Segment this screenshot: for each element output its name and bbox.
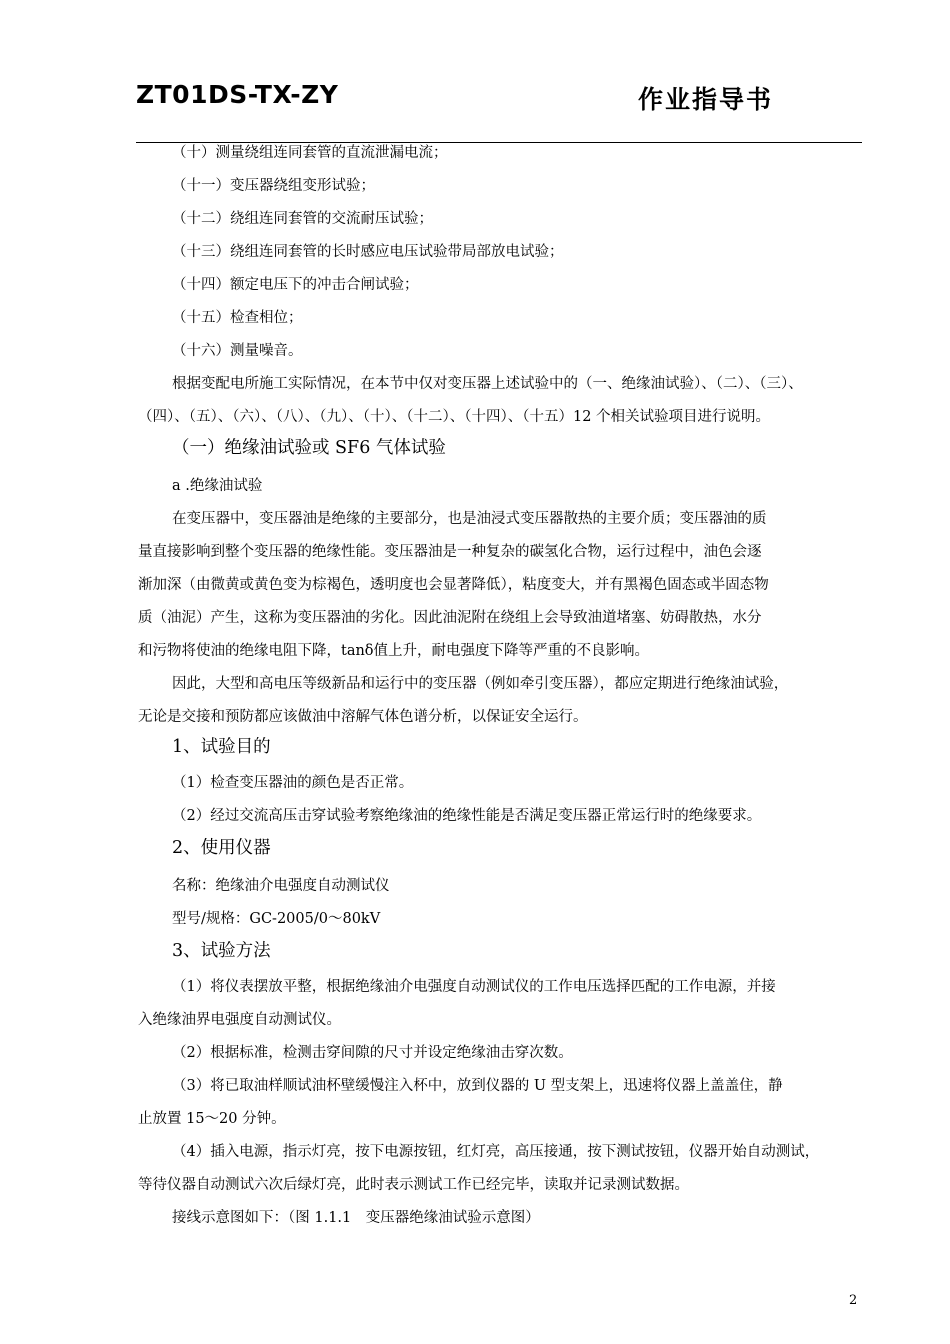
paragraph-line: 无论是交接和预防都应该做油中溶解气体色谱分析，以保证安全运行。 (138, 709, 588, 725)
wiring-diagram-note: 接线示意图如下：（图 1.1.1 变压器绝缘油试验示意图） (172, 1210, 540, 1226)
instrument-name: 名称：绝缘油介电强度自动测试仪 (172, 878, 390, 894)
paragraph-line: 和污物将使油的绝缘电阻下降，tanδ值上升，耐电强度下降等严重的不良影响。 (138, 643, 650, 659)
purpose-item: （2）经过交流高压击穿试验考察绝缘油的绝缘性能是否满足变压器正常运行时的绝缘要求。 (172, 808, 762, 824)
method-step-continued: 等待仪器自动测试六次后绿灯亮，此时表示测试工作已经完毕，读取并记录测试数据。 (138, 1177, 689, 1193)
purpose-heading: 1、试验目的 (172, 737, 271, 757)
method-step-continued: 止放置 15～20 分钟。 (138, 1111, 286, 1127)
paragraph-line: 在变压器中，变压器油是绝缘的主要部分，也是油浸式变压器散热的主要介质；变压器油的质 (172, 511, 767, 527)
subsection-heading: a .绝缘油试验 (172, 478, 263, 494)
intro-paragraph-line: 根据变配电所施工实际情况，在本节中仅对变压器上述试验中的（一、绝缘油试验）、（二）、（三）、 (172, 376, 803, 392)
list-item: （十二）绕组连同套管的交流耐压试验； (172, 211, 433, 227)
document-code: ZT01DS-TX-ZY (136, 80, 339, 109)
purpose-item: （1）检查变压器油的颜色是否正常。 (172, 775, 414, 791)
paragraph-line: 量直接影响到整个变压器的绝缘性能。变压器油是一种复杂的碳氢化合物，运行过程中，油色会逐 (138, 544, 762, 560)
method-step: （1）将仪表摆放平整，根据绝缘油介电强度自动测试仪的工作电压选择匹配的工作电源，并接 (172, 979, 776, 995)
paragraph-line: 质（油泥）产生，这称为变压器油的劣化。因此油泥附在绕组上会导致油道堵塞、妨碍散热，水分 (138, 610, 762, 626)
paragraph-line: 渐加深（由微黄或黄色变为棕褐色，透明度也会显著降低），粘度变大，并有黑褐色固态或半固态物 (138, 577, 769, 593)
page-header (136, 74, 862, 144)
method-step: （2）根据标准，检测击穿间隙的尺寸并设定绝缘油击穿次数。 (172, 1045, 573, 1061)
instrument-model: 型号/规格：GC-2005/0～80kV (172, 911, 381, 927)
list-item: （十一）变压器绕组变形试验； (172, 178, 375, 194)
list-item: （十三）绕组连同套管的长时感应电压试验带局部放电试验； (172, 244, 564, 260)
section-heading: （一）绝缘油试验或 SF6 气体试验 (172, 438, 446, 458)
method-step: （3）将已取油样顺试油杯壁缓慢注入杯中，放到仪器的 U 型支架上，迅速将仪器上盖盖住，静 (172, 1078, 783, 1094)
method-heading: 3、试验方法 (172, 941, 271, 961)
page-number: 2 (849, 1293, 858, 1308)
list-item: （十四）额定电压下的冲击合闸试验； (172, 277, 419, 293)
list-item: （十五）检查相位； (172, 310, 303, 326)
intro-paragraph-line: （四）、（五）、（六）、（八）、（九）、（十）、（十二）、（十四）、（十五）12 个相关试验项目进行说明。 (138, 409, 771, 425)
document-title: 作业指导书 (638, 85, 774, 114)
paragraph-line: 因此，大型和高电压等级新品和运行中的变压器（例如牵引变压器），都应定期进行绝缘油试验， (172, 676, 789, 692)
method-step: （4）插入电源，指示灯亮，按下电源按钮，红灯亮，高压接通，按下测试按钮，仪器开始自动测试， (172, 1144, 820, 1160)
list-item: （十）测量绕组连同套管的直流泄漏电流； (172, 145, 448, 161)
list-item: （十六）测量噪音。 (172, 343, 303, 359)
method-step-continued: 入绝缘油界电强度自动测试仪。 (138, 1012, 341, 1028)
instrument-heading: 2、使用仪器 (172, 838, 271, 858)
